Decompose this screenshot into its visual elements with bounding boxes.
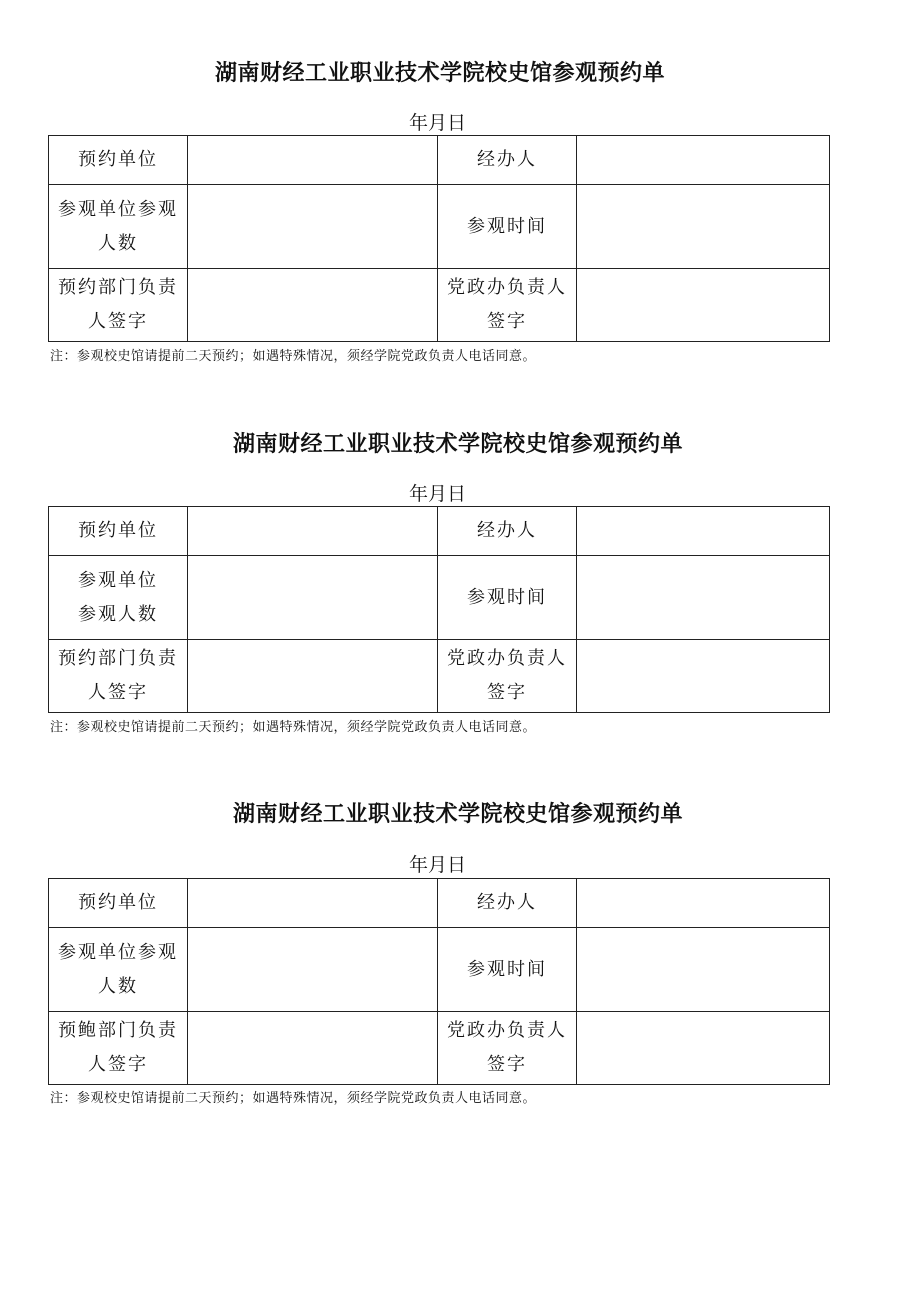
dept-head-signature-field[interactable] — [188, 1012, 438, 1085]
form-table — [48, 506, 830, 713]
form-table — [48, 135, 830, 342]
office-head-signature-field[interactable] — [577, 640, 830, 713]
handler-field[interactable] — [577, 136, 830, 185]
dept-head-signature-label: 预鲍部门负责 人签字 — [49, 1012, 188, 1085]
office-head-signature-label: 党政办负责人 签字 — [438, 640, 577, 713]
visiting-unit-count-label: 参观单位 参观人数 — [49, 556, 188, 640]
form-date: 年月日 — [408, 112, 466, 134]
visit-time-label: 参观时间 — [438, 185, 577, 269]
visit-time-field[interactable] — [577, 556, 830, 640]
form-note: 注：参观校史馆请提前二天预约；如遇特殊情况，须经学院党政负责人电话同意。 — [50, 720, 537, 735]
handler-label: 经办人 — [438, 136, 577, 185]
handler-field[interactable] — [577, 879, 830, 928]
office-head-signature-field[interactable] — [577, 1012, 830, 1085]
visiting-unit-count-label: 参观单位参观 人数 — [49, 928, 188, 1012]
reserving-unit-field[interactable] — [188, 879, 438, 928]
form-title: 湖南财经工业职业技术学院校史馆参观预约单 — [232, 432, 683, 457]
visiting-unit-count-field[interactable] — [188, 556, 438, 640]
visit-time-field[interactable] — [577, 185, 830, 269]
visit-time-label: 参观时间 — [438, 556, 577, 640]
dept-head-signature-field[interactable] — [188, 640, 438, 713]
form-title: 湖南财经工业职业技术学院校史馆参观预约单 — [214, 61, 665, 86]
reserving-unit-label: 预约单位 — [49, 507, 188, 556]
reserving-unit-field[interactable] — [188, 136, 438, 185]
visiting-unit-count-label: 参观单位参观 人数 — [49, 185, 188, 269]
reserving-unit-field[interactable] — [188, 507, 438, 556]
office-head-signature-field[interactable] — [577, 269, 830, 342]
visit-time-field[interactable] — [577, 928, 830, 1012]
visit-time-label: 参观时间 — [438, 928, 577, 1012]
form-note: 注：参观校史馆请提前二天预约；如遇特殊情况，须经学院党政负责人电话同意。 — [50, 349, 537, 364]
dept-head-signature-label: 预约部门负责 人签字 — [49, 269, 188, 342]
form-table — [48, 878, 830, 1085]
visiting-unit-count-field[interactable] — [188, 185, 438, 269]
handler-label: 经办人 — [438, 879, 577, 928]
form-date: 年月日 — [408, 854, 466, 876]
form-title: 湖南财经工业职业技术学院校史馆参观预约单 — [232, 802, 683, 827]
reserving-unit-label: 预约单位 — [49, 136, 188, 185]
form-note: 注：参观校史馆请提前二天预约；如遇特殊情况，须经学院党政负责人电话同意。 — [50, 1091, 537, 1106]
dept-head-signature-field[interactable] — [188, 269, 438, 342]
office-head-signature-label: 党政办负责人 签字 — [438, 1012, 577, 1085]
visiting-unit-count-field[interactable] — [188, 928, 438, 1012]
handler-field[interactable] — [577, 507, 830, 556]
form-date: 年月日 — [408, 483, 466, 505]
office-head-signature-label: 党政办负责人 签字 — [438, 269, 577, 342]
handler-label: 经办人 — [438, 507, 577, 556]
reserving-unit-label: 预约单位 — [49, 879, 188, 928]
dept-head-signature-label: 预约部门负责 人签字 — [49, 640, 188, 713]
